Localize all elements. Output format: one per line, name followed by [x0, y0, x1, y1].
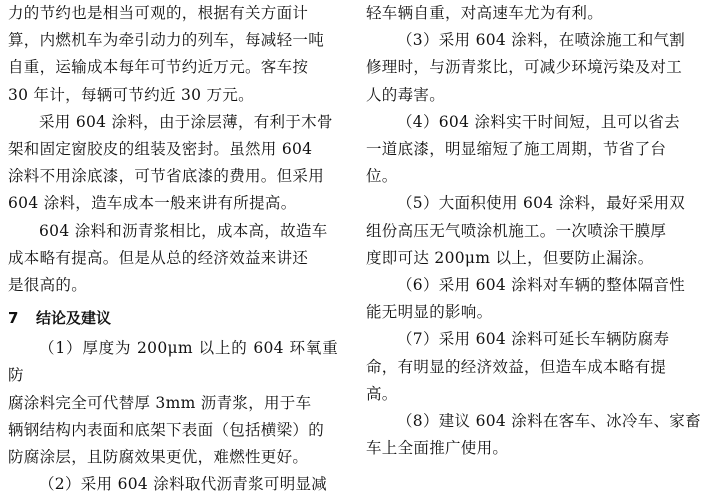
conclusion-item-2-start: （2）采用 604 涂料取代沥青浆可明显减 [39, 475, 328, 494]
conclusion-item-3: （3）采用 604 涂料，在喷涂施工和气割 修理时，与沥青浆比，可减少环境污染及对工 人的毒害。 [366, 31, 686, 104]
conclusion-item-6: （6）采用 604 涂料对车辆的整体隔音性 能无明显的影响。 [366, 276, 686, 322]
left-column [8, 0, 338, 498]
section-heading [8, 301, 338, 335]
conclusion-item-2-end: 轻车辆自重，对高速车尤为有利。 [366, 4, 604, 22]
paragraph-cost-comparison: 604 涂料和沥青浆相比，成本高，故造车 成本略有提高。但是从总的经济效益来讲还 是很高的。 [8, 221, 328, 295]
conclusion-item-1: （1）厚度为 200μm 以上的 604 环氧重防 腐涂料完全可代替厚 3mm 沥青浆，用于车 辆钢结构内表面和底架下表面（包括横梁）的 防腐涂层，且防腐效果更优，难燃性更好。 [8, 339, 338, 467]
conclusion-item-8: （8）建议 604 涂料在客车、冰冷车、家畜 车上全面推广使用。 [366, 412, 701, 458]
conclusion-item-4: （4）604 涂料实干时间短，且可以省去 一道底漆，明显缩短了施工周期，节省了台 位。 [366, 112, 680, 186]
paragraph-604-coating-assembly: 采用 604 涂料，由于涂层薄，有利于木骨 架和固定窗胶皮的组装及密封。虽然用 604 涂料不用涂底漆，可节省底漆的费用。但采用 604 涂料，造车成本一般来讲有所提高。 [8, 112, 333, 213]
conclusion-item-5: （5）大面积使用 604 涂料，最好采用双 组份高压无气喷涂机施工。一次喷涂干膜厚 度即可达 200μm 以上，但要防止漏涂。 [366, 194, 686, 267]
section-title: 结论及建议 [36, 309, 112, 328]
conclusion-item-7: （7）采用 604 涂料可延长车辆防腐寿 命，有明显的经济效益，但造车成本略有提 高。 [366, 330, 670, 403]
section-number: 7 [8, 309, 19, 328]
right-column [366, 0, 708, 462]
paragraph-cost-savings: 力的节约也是相当可观的，根据有关方面计 算，内燃机车为牵引动力的列车，每减轻一吨 自重，运输成本每年可节约近万元。客车按 30 年计，每辆可节约近 30 万元。 [8, 4, 325, 104]
